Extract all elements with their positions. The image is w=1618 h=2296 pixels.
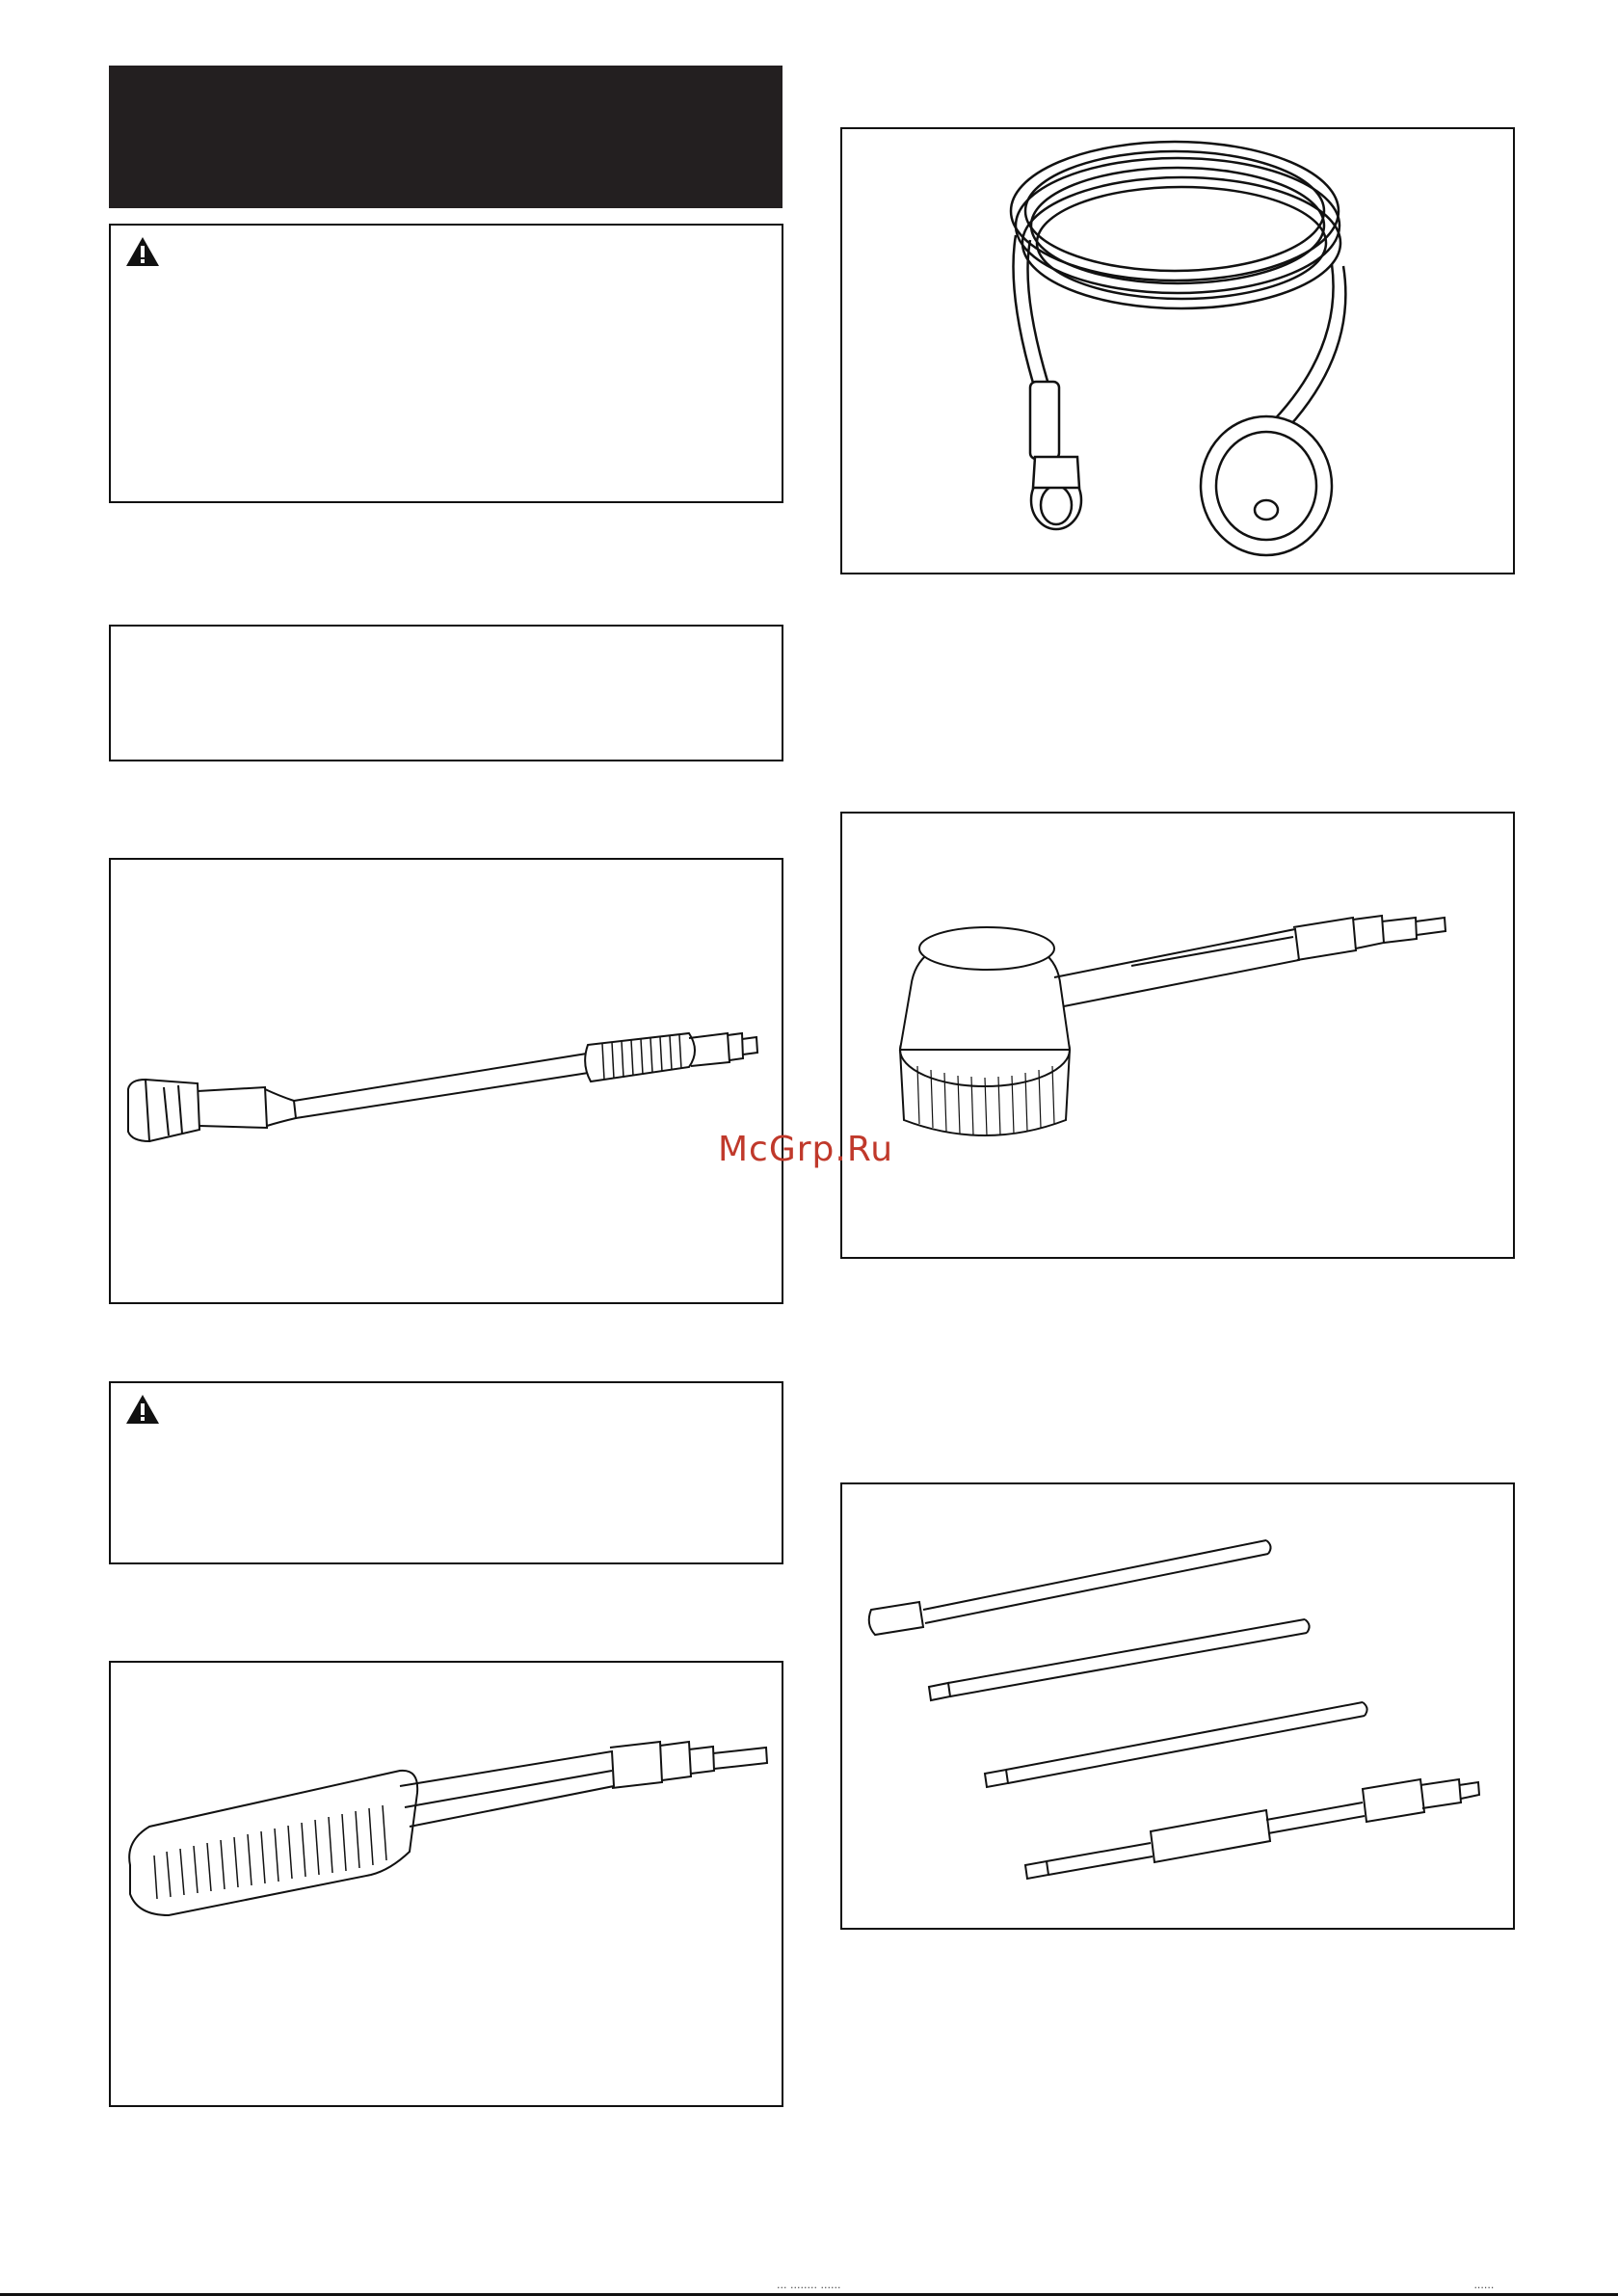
spray-lance-icon xyxy=(111,860,782,1302)
section-header-bar xyxy=(109,66,782,208)
footer-fragment xyxy=(777,2279,1494,2291)
figure-rotary-brush xyxy=(840,812,1515,1259)
figure-extension-lances xyxy=(840,1482,1515,1930)
warning-box-2 xyxy=(109,1381,783,1564)
fixed-brush-icon xyxy=(111,1663,782,2105)
warning-triangle-icon xyxy=(124,1393,161,1426)
figure-fixed-brush xyxy=(109,1661,783,2107)
rotary-brush-icon xyxy=(842,814,1513,1257)
note-box xyxy=(109,625,783,761)
extension-lances-icon xyxy=(842,1484,1513,1928)
footer-fragment-left: ... ........ ...... xyxy=(777,2279,841,2291)
watermark-text: McGrp.Ru xyxy=(718,1130,894,1169)
coiled-hose-icon xyxy=(842,129,1513,573)
footer-fragment-right: ...... xyxy=(1473,2279,1495,2291)
warning-triangle-icon xyxy=(124,235,161,268)
figure-coiled-hose xyxy=(840,127,1515,574)
figure-spray-lance xyxy=(109,858,783,1304)
warning-box-1 xyxy=(109,224,783,503)
